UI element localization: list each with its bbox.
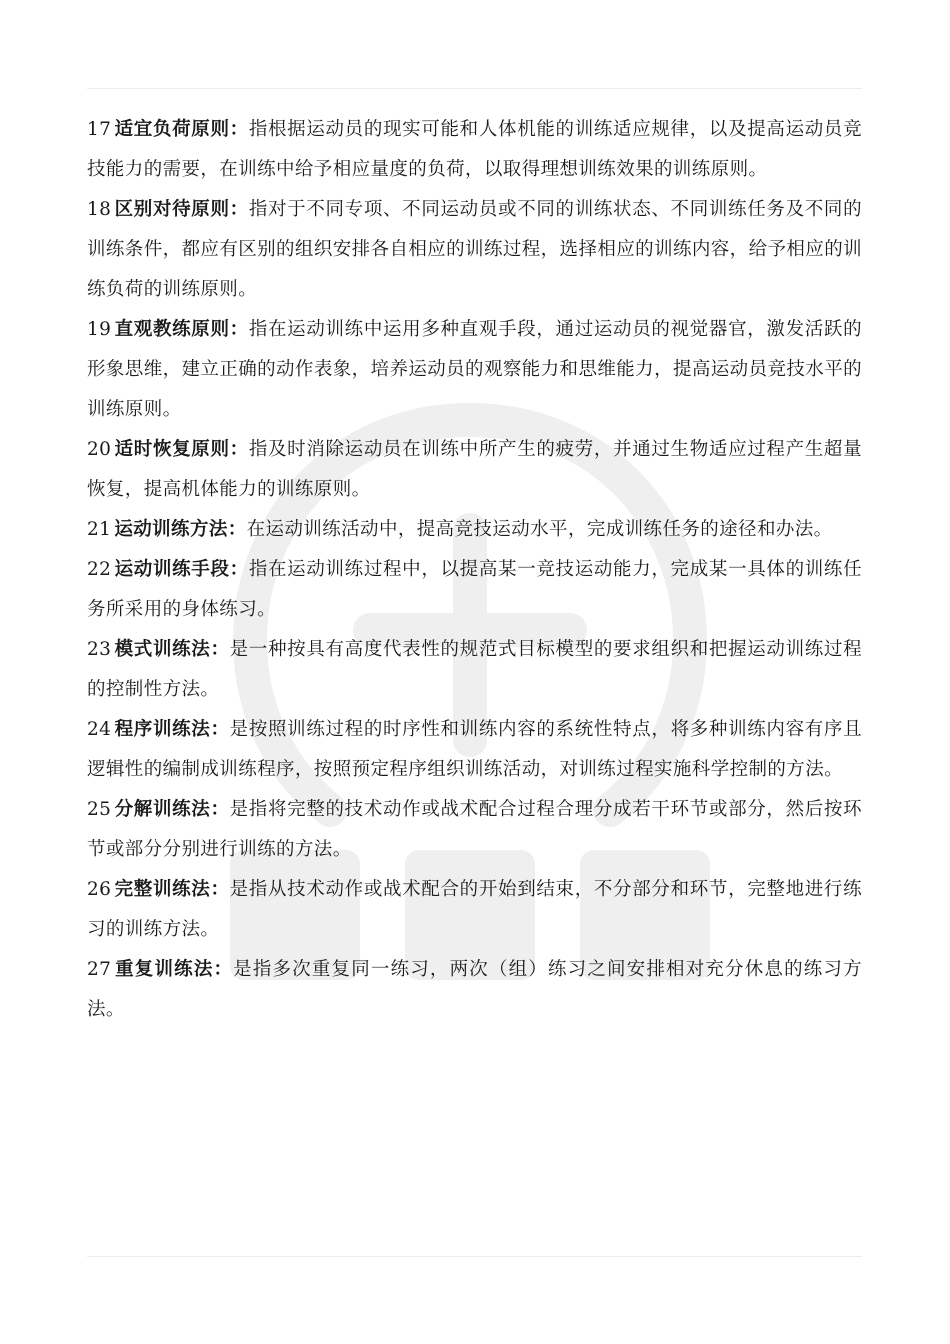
entry-definition: 指对于不同专项、不同运动员或不同的训练状态、不同训练任务及不同的训练条件，都应有区别的组织安排各自相应的训练过程，选择相应的训练内容，给予相应的训练负荷的训练原则。	[87, 199, 862, 300]
entry-term: 程序训练法：	[114, 719, 230, 740]
entry-number: 19	[87, 319, 112, 340]
entry-number: 20	[87, 439, 112, 460]
term-entry-26	[87, 870, 862, 950]
term-entry-17	[87, 110, 862, 190]
entry-term: 区别对待原则：	[114, 199, 249, 220]
footer-rule	[87, 1256, 862, 1257]
entry-definition: 是一种按具有高度代表性的规范式目标模型的要求组织和把握运动训练过程的控制性方法。	[87, 639, 862, 700]
term-entry-18	[87, 190, 862, 310]
entry-number: 17	[87, 119, 112, 140]
entry-definition: 在运动训练活动中，提高竞技运动水平，完成训练任务的途径和办法。	[246, 519, 833, 540]
document-body	[87, 110, 862, 1030]
term-entry-24	[87, 710, 862, 790]
entry-term: 运动训练方法：	[114, 519, 247, 540]
entry-definition: 是按照训练过程的时序性和训练内容的系统性特点，将多种训练内容有序且逻辑性的编制成训练程序，按照预定程序组织训练活动，对训练过程实施科学控制的方法。	[87, 719, 862, 780]
entry-term: 重复训练法：	[114, 959, 234, 980]
entry-term: 完整训练法：	[114, 879, 230, 900]
entry-term: 直观教练原则：	[114, 319, 249, 340]
entry-number: 27	[87, 959, 112, 980]
entry-number: 23	[87, 639, 112, 660]
term-entry-22	[87, 550, 862, 630]
term-entry-27	[87, 950, 862, 1030]
entry-definition: 指在运动训练中运用多种直观手段，通过运动员的视觉器官，激发活跃的形象思维，建立正确的动作表象，培养运动员的观察能力和思维能力，提高运动员竞技水平的训练原则。	[87, 319, 862, 420]
term-entry-23	[87, 630, 862, 710]
term-entry-25	[87, 790, 862, 870]
entry-definition: 指根据运动员的现实可能和人体机能的训练适应规律，以及提高运动员竞技能力的需要，在训练中给予相应量度的负荷，以取得理想训练效果的训练原则。	[87, 119, 862, 180]
entry-number: 22	[87, 559, 112, 580]
entry-number: 18	[87, 199, 112, 220]
term-entry-19	[87, 310, 862, 430]
entry-number: 26	[87, 879, 112, 900]
entry-number: 21	[87, 519, 112, 540]
entry-term: 模式训练法：	[114, 639, 230, 660]
entry-number: 24	[87, 719, 112, 740]
entry-definition: 指在运动训练过程中，以提高某一竞技运动能力，完成某一具体的训练任务所采用的身体练习。	[87, 559, 862, 620]
entry-definition: 是指将完整的技术动作或战术配合过程合理分成若干环节或部分，然后按环节或部分分别进行训练的方法。	[87, 799, 862, 860]
entry-number: 25	[87, 799, 112, 820]
term-entry-20	[87, 430, 862, 510]
entry-definition: 是指多次重复同一练习，两次（组）练习之间安排相对充分休息的练习方法。	[87, 959, 862, 1020]
term-entry-21	[87, 510, 862, 550]
entry-definition: 是指从技术动作或战术配合的开始到结束，不分部分和环节，完整地进行练习的训练方法。	[87, 879, 862, 940]
header-rule	[87, 88, 862, 89]
entry-term: 分解训练法：	[114, 799, 230, 820]
entry-term: 适宜负荷原则：	[114, 119, 249, 140]
entry-definition: 指及时消除运动员在训练中所产生的疲劳，并通过生物适应过程产生超量恢复，提高机体能力的训练原则。	[87, 439, 862, 500]
entry-term: 运动训练手段：	[114, 559, 249, 580]
entry-term: 适时恢复原则：	[114, 439, 249, 460]
